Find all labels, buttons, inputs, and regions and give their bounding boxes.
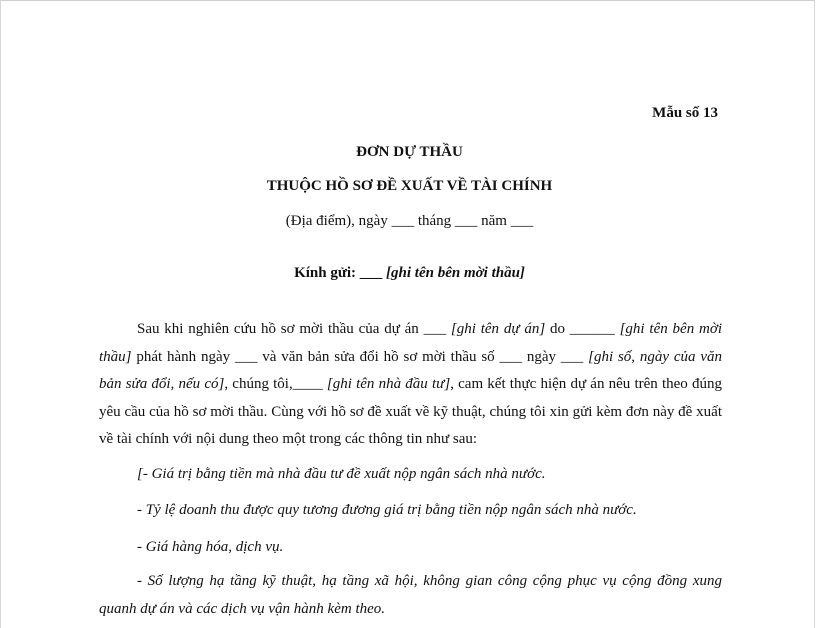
recipient-label: Kính gửi:: [294, 265, 357, 281]
body-paragraph: [99, 316, 722, 454]
para-text-5: , cam kết thực hiện dự án nêu trên theo đúng yêu cầu của hồ sơ mời thầu. Cùng với hồ sơ đề xuất về kỹ thuật, chúng tôi xin gửi kèm đơn này đề xuất về tài chính với nội dung theo một trong các thông tin như sau:: [99, 376, 722, 447]
place-date-line: (Địa điểm), ngày ___ tháng ___ năm ___: [285, 213, 534, 229]
investor-name-placeholder: [ghi tên nhà đầu tư]: [326, 376, 451, 392]
document-title: ĐƠN DỰ THẦU: [356, 144, 463, 160]
amendment-placeholder: [ghi số, ngày của văn bản sửa đổi, nếu có]: [99, 348, 722, 392]
list-item: [- Giá trị bằng tiền mà nhà đầu tư đề xuất nộp ngân sách nhà nước.: [137, 466, 546, 482]
list-item: - Số lượng hạ tầng kỹ thuật, hạ tầng xã hội, không gian công cộng phục vụ cộng đồng xung quanh dự án và các dịch vụ vận hành kèm theo.: [99, 573, 722, 617]
recipient-placeholder: [ghi tên bên mời thầu]: [386, 265, 525, 281]
project-name-placeholder: [ghi tên dự án]: [450, 321, 546, 337]
document-subtitle: THUỘC HỒ SƠ ĐỀ XUẤT VỀ TÀI CHÍNH: [266, 178, 553, 194]
recipient-line: [1, 265, 817, 282]
recipient-blank: ___: [356, 265, 387, 281]
para-text-2: do ______: [545, 321, 620, 337]
list-item: - Giá hàng hóa, dịch vụ.: [137, 539, 284, 555]
inviter-name-placeholder: [ghi tên bên mời thầu]: [99, 321, 723, 365]
form-number: Mẫu số 13: [652, 105, 718, 121]
list-item: - Tỷ lệ doanh thu được quy tương đương giá trị bằng tiền nộp ngân sách nhà nước.: [137, 502, 637, 518]
para-text-4: , chúng tôi,____: [224, 376, 327, 392]
para-text-1: Sau khi nghiên cứu hồ sơ mời thầu của dự án ___: [137, 321, 451, 337]
para-text-3: phát hành ngày ___ và văn bản sửa đổi hồ sơ mời thầu số ___ ngày ___: [131, 348, 589, 365]
